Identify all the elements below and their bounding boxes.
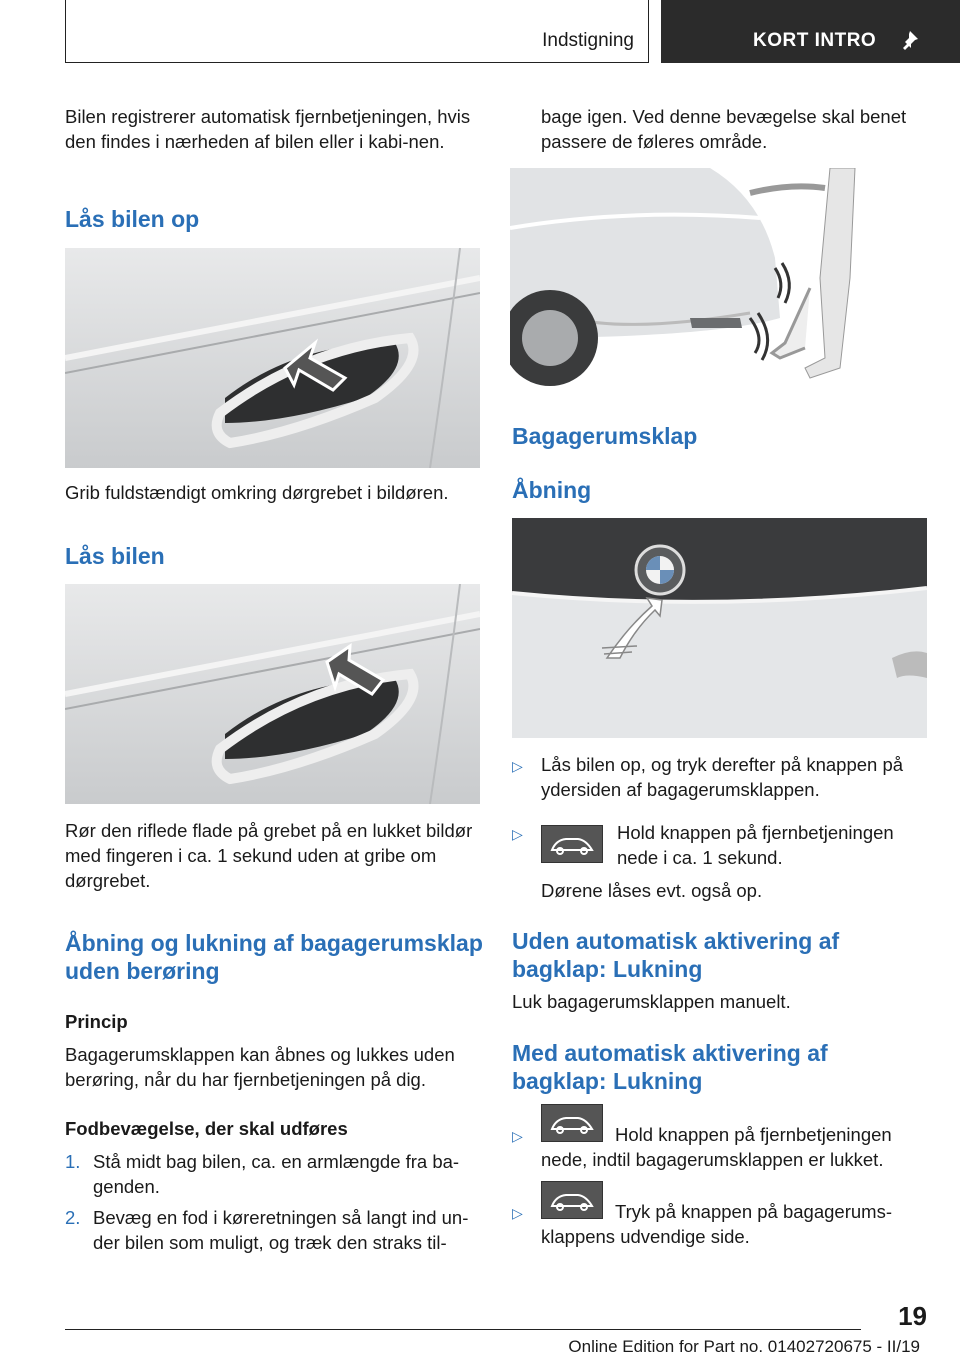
triangle-bullet-icon: ▷ xyxy=(512,1205,523,1221)
principle-text: Bagagerumsklappen kan åbnes og lukkes uden berøring, når du har fjernbetjeningen på dig. xyxy=(65,1044,455,1090)
chapter-title: KORT INTRO xyxy=(753,30,877,51)
step-number: 2. xyxy=(65,1207,81,1228)
footer-divider xyxy=(65,1329,861,1330)
list-item xyxy=(65,1149,480,1199)
step-text: Bevæg en fod i køreretningen så langt ind un-der bilen som muligt, og træk den straks til- xyxy=(93,1207,469,1253)
kick-sensor-figure xyxy=(510,168,863,390)
triangle-bullet-icon: ▷ xyxy=(512,826,523,842)
unlock-heading: Lås bilen op xyxy=(65,206,200,232)
door-handle-unlock-figure xyxy=(65,248,480,468)
list-item xyxy=(512,1104,922,1174)
section-title: Indstigning xyxy=(542,30,634,51)
triangle-bullet-icon: ▷ xyxy=(512,1128,523,1144)
manual-text: Luk bagagerumsklappen manuelt. xyxy=(512,991,791,1012)
foot-heading: Fodbevægelse, der skal udføres xyxy=(65,1118,348,1139)
trunk-remote-button-icon xyxy=(541,825,603,863)
unlock-caption: Grib fuldstændigt omkring dørgrebet i bildøren. xyxy=(65,482,449,503)
bullet-text: Hold knappen på fjernbetjeningen nede i ca. 1 sekund. xyxy=(617,822,894,868)
steps-list xyxy=(65,1149,480,1255)
bullet-text: Tryk på knappen på bagagerums-klappens udvendige side. xyxy=(541,1201,892,1247)
door-handle-lock-figure xyxy=(65,584,480,804)
bullet-text: Hold knappen på fjernbetjeningen nede, indtil bagagerumsklappen er lukket. xyxy=(541,1124,892,1170)
continued-text: bage igen. Ved denne bevægelse skal benet passere de føleres område. xyxy=(541,106,907,152)
opening-heading: Åbning xyxy=(512,477,592,503)
header-section-box xyxy=(65,0,649,63)
trunk-heading: Bagagerumsklap xyxy=(512,423,698,449)
lock-caption: Rør den riflede flade på grebet på en lukket bildør med fingeren i ca. 1 sekund uden at gribe om dørgrebet. xyxy=(65,820,473,891)
triangle-bullet-icon: ▷ xyxy=(512,758,523,774)
principle-heading: Princip xyxy=(65,1011,128,1032)
trunk-button-figure xyxy=(512,518,927,738)
step-text: Stå midt bag bilen, ca. en armlængde fra ba-genden. xyxy=(93,1151,460,1197)
step-number: 1. xyxy=(65,1151,81,1172)
manual-heading: Uden automatisk aktivering af bagklap: Lukning xyxy=(512,928,840,982)
pin-icon xyxy=(897,28,921,52)
footer-edition: Online Edition for Part no. 01402720675 - II/19 xyxy=(568,1337,920,1356)
list-item xyxy=(512,752,922,802)
page-number: 19 xyxy=(898,1301,927,1331)
auto-heading: Med automatisk aktivering af bagklap: Lukning xyxy=(512,1040,828,1094)
doors-note: Dørene låses evt. også op. xyxy=(541,880,763,901)
tailgate-heading: Åbning og lukning af bagagerumsklap uden berøring xyxy=(65,930,483,984)
lock-heading: Lås bilen xyxy=(65,543,165,569)
list-item xyxy=(65,1205,480,1255)
list-item xyxy=(512,1181,922,1251)
intro-paragraph: Bilen registrerer automatisk fjernbetjeningen, hvis den findes i nærheden af bilen eller i kabi-nen. xyxy=(65,106,471,152)
header-chapter-box xyxy=(661,0,960,63)
bullet-text: Lås bilen op, og tryk derefter på knappen på ydersiden af bagagerumsklappen. xyxy=(541,754,904,800)
